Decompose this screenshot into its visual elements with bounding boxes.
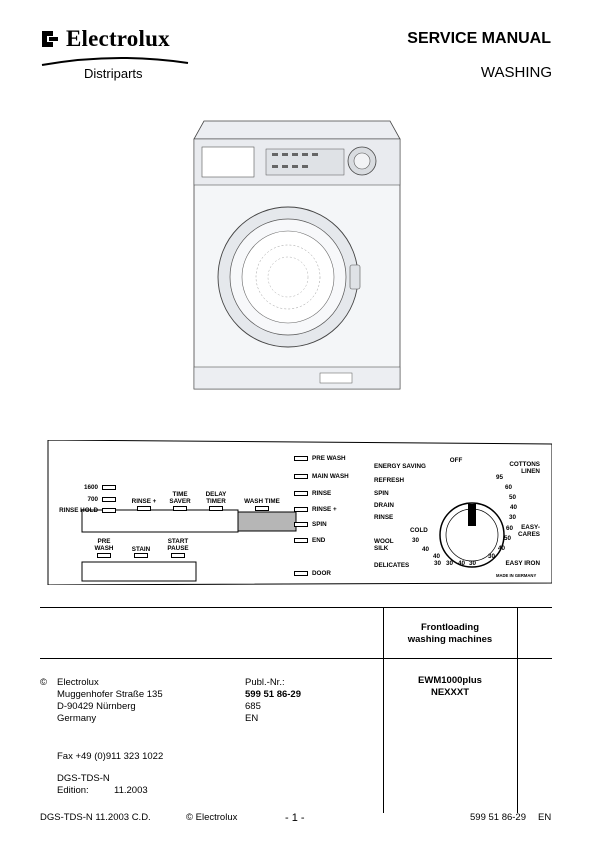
phase-rinse-plus: RINSE +: [312, 506, 337, 513]
dial-temp-bottom-4: 30: [434, 560, 442, 567]
publication-language: EN: [245, 713, 259, 724]
wash-time-button: [255, 506, 269, 511]
dial-temp-bottom-1: 30: [412, 537, 420, 544]
model-number: EWM1000plus NEXXXT: [418, 675, 482, 698]
spin-speed-700: 700: [87, 496, 98, 503]
dial-temp-95: 95: [496, 474, 504, 481]
dial-temp-40: 40: [510, 504, 518, 511]
electrolux-logo: [40, 26, 190, 86]
address-line-1: Electrolux: [57, 677, 99, 688]
pre-wash-button: [97, 553, 111, 558]
dial-temp-easy-40: 40: [498, 545, 506, 552]
phase-spin-led: [294, 522, 308, 527]
start-pause-button: [171, 553, 185, 558]
address-line-3: D-90429 Nürnberg: [57, 701, 136, 712]
electrolux-logo-icon: [40, 29, 60, 49]
department: DGS-TDS-N: [57, 773, 110, 784]
delay-timer-button: [209, 506, 223, 511]
spin-700-led: [102, 497, 116, 502]
time-saver-label: TIME SAVER: [169, 491, 191, 505]
footer-language: EN: [538, 812, 552, 823]
program-cottons-linen: COTTONS LINEN: [509, 461, 540, 475]
made-in-label: MADE IN GERMANY: [496, 573, 537, 578]
dial-off: OFF: [449, 457, 463, 464]
dial-temp-bottom-5: 30: [446, 560, 454, 567]
dial-temp-50: 50: [509, 494, 517, 501]
edition-value: 11.2003: [114, 785, 148, 796]
phase-spin: SPIN: [312, 521, 327, 528]
time-saver-button: [173, 506, 187, 511]
logo-swoosh: [40, 54, 190, 66]
table-divider-right: [517, 607, 518, 813]
footer-copyright: © Electrolux: [186, 812, 238, 823]
address-line-4: Germany: [57, 713, 97, 724]
dial-temp-easy-60: 60: [506, 525, 514, 532]
phase-rinse: RINSE: [312, 490, 332, 497]
wash-time-label: WASH TIME: [244, 498, 280, 505]
footer-publication-number: 599 51 86-29: [470, 812, 526, 823]
publication-number: 599 51 86-29: [245, 689, 301, 700]
spin-1600-led: [102, 485, 116, 490]
product-type: Frontloading washing machines: [407, 622, 493, 645]
phase-pre-wash-led: [294, 456, 308, 461]
phase-door-led: [294, 571, 308, 576]
edition-label: Edition:: [57, 785, 89, 796]
dial-temp-60: 60: [505, 484, 513, 491]
document-title: SERVICE MANUAL: [407, 30, 551, 47]
publication-code: 685: [245, 701, 261, 712]
program-easy-iron: EASY IRON: [505, 560, 540, 567]
footer-doc-ref: DGS-TDS-N 11.2003 C.D.: [40, 812, 151, 823]
program-wool-silk: WOOL SILK: [374, 538, 394, 552]
dial-cold: COLD: [410, 527, 428, 534]
dial-temp-bottom-7: 30: [469, 560, 477, 567]
rinse-hold-label: RINSE HOLD: [59, 507, 98, 514]
address-line-2: Muggenhofer Straße 135: [57, 689, 163, 700]
dial-temp-30: 30: [509, 514, 517, 521]
phase-rinse-led: [294, 491, 308, 496]
control-panel-illustration: [44, 440, 552, 585]
phase-door: DOOR: [312, 570, 331, 577]
stain-label: STAIN: [131, 546, 151, 553]
rinse-hold-led: [102, 508, 116, 513]
dial-temp-bottom-6: 40: [458, 560, 466, 567]
dial-temp-bottom-3: 40: [433, 553, 441, 560]
table-top-rule: [40, 607, 552, 608]
rinse-plus-label: RINSE +: [131, 498, 157, 505]
washing-machine-illustration: [190, 117, 404, 397]
brand-name: Electrolux: [66, 26, 170, 51]
delay-timer-label: DELAY TIMER: [205, 491, 227, 505]
copyright-symbol: ©: [40, 677, 47, 688]
program-spin: SPIN: [374, 490, 389, 497]
stain-button: [134, 553, 148, 558]
phase-end-led: [294, 538, 308, 543]
phase-rinse-plus-led: [294, 507, 308, 512]
phase-main-wash: MAIN WASH: [312, 473, 349, 480]
pre-wash-label: PRE WASH: [94, 538, 114, 552]
start-pause-label: START PAUSE: [167, 538, 189, 552]
phase-main-wash-led: [294, 474, 308, 479]
phase-pre-wash: PRE WASH: [312, 455, 346, 462]
rinse-plus-button: [137, 506, 151, 511]
program-drain: DRAIN: [374, 502, 394, 509]
table-middle-rule: [40, 658, 552, 659]
program-refresh: REFRESH: [374, 477, 405, 484]
fax-number: Fax +49 (0)911 323 1022: [57, 751, 164, 762]
dial-temp-easy-50: 50: [504, 535, 512, 542]
dial-temp-easy-30: 30: [488, 553, 496, 560]
program-energy-saving: ENERGY SAVING: [374, 463, 426, 470]
page-number: - 1 -: [285, 812, 305, 824]
spin-speed-1600: 1600: [83, 484, 98, 491]
program-easy-cares: EASY- CARES: [517, 524, 540, 538]
publication-label: Publ.-Nr.:: [245, 677, 285, 688]
brand-subtitle: Distriparts: [84, 66, 143, 81]
document-subtitle: WASHING: [480, 64, 552, 81]
program-rinse: RINSE: [374, 514, 394, 521]
dial-temp-bottom-2: 40: [422, 546, 430, 553]
phase-end: END: [312, 537, 326, 544]
program-delicates: DELICATES: [374, 562, 410, 569]
